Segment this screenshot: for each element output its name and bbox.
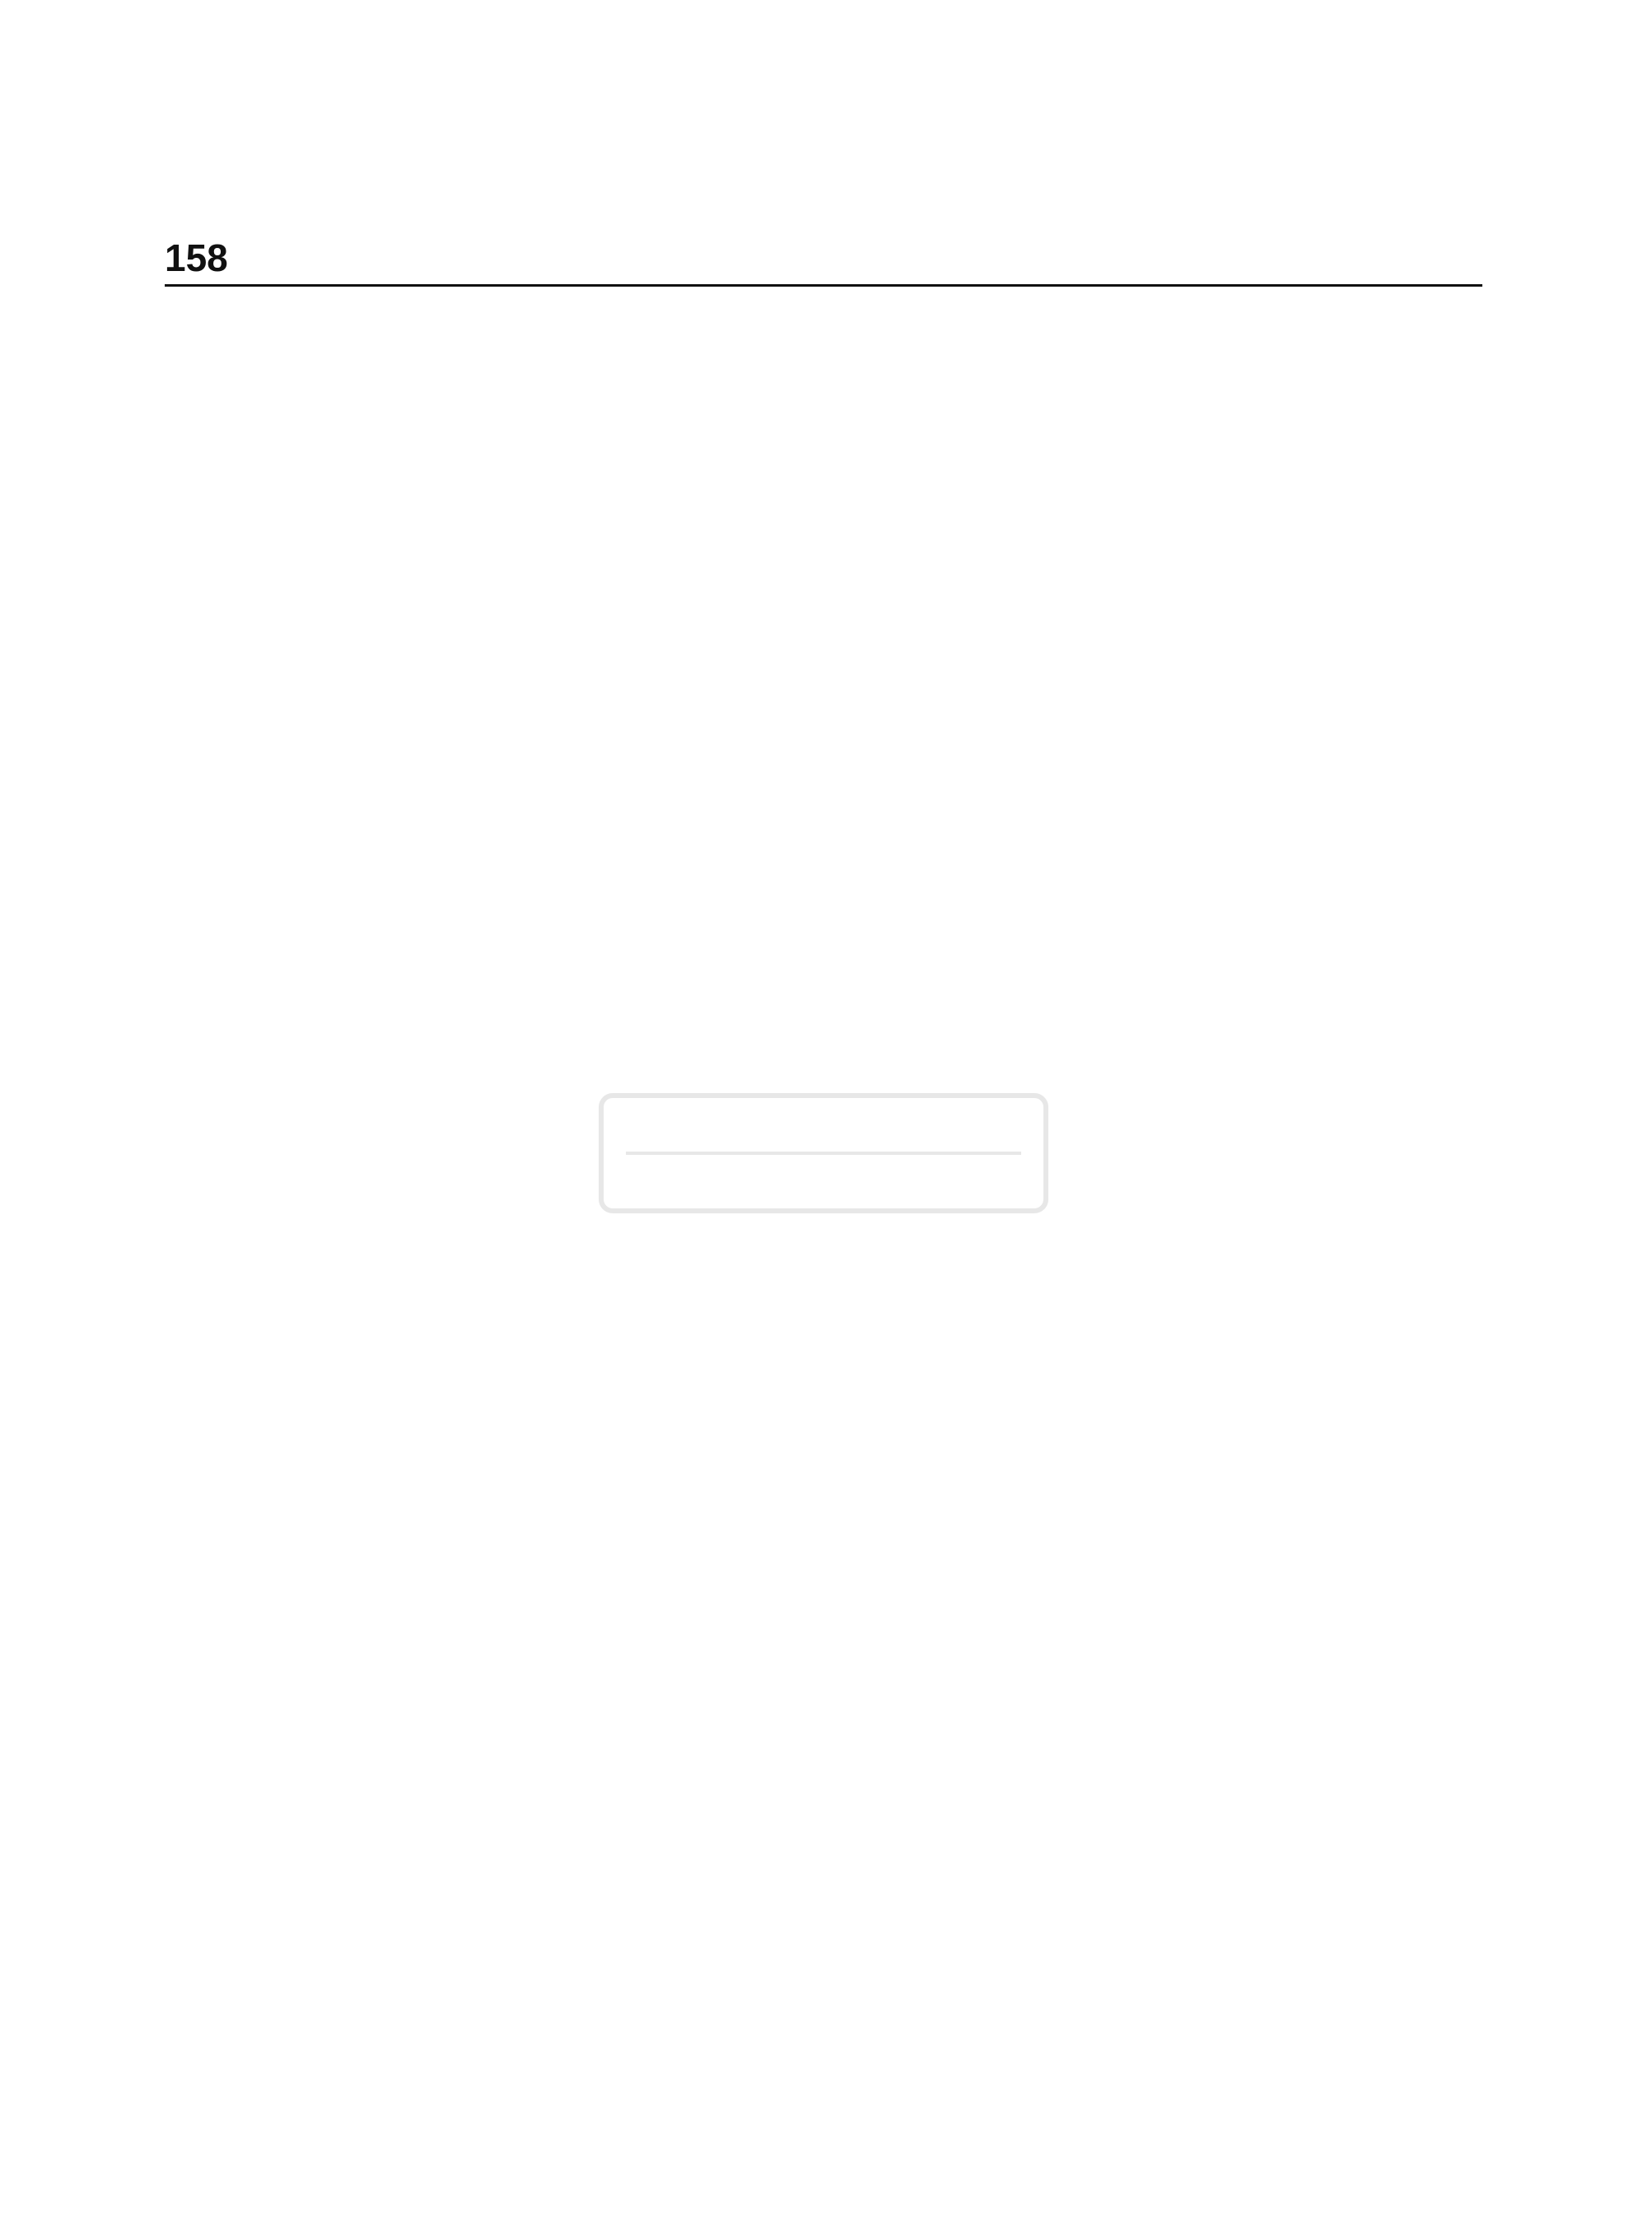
archive-watermark-icon: [593, 1063, 1054, 1244]
header-rule: [165, 284, 1482, 287]
page-header: [165, 235, 1482, 284]
page-number: 158: [165, 236, 228, 279]
